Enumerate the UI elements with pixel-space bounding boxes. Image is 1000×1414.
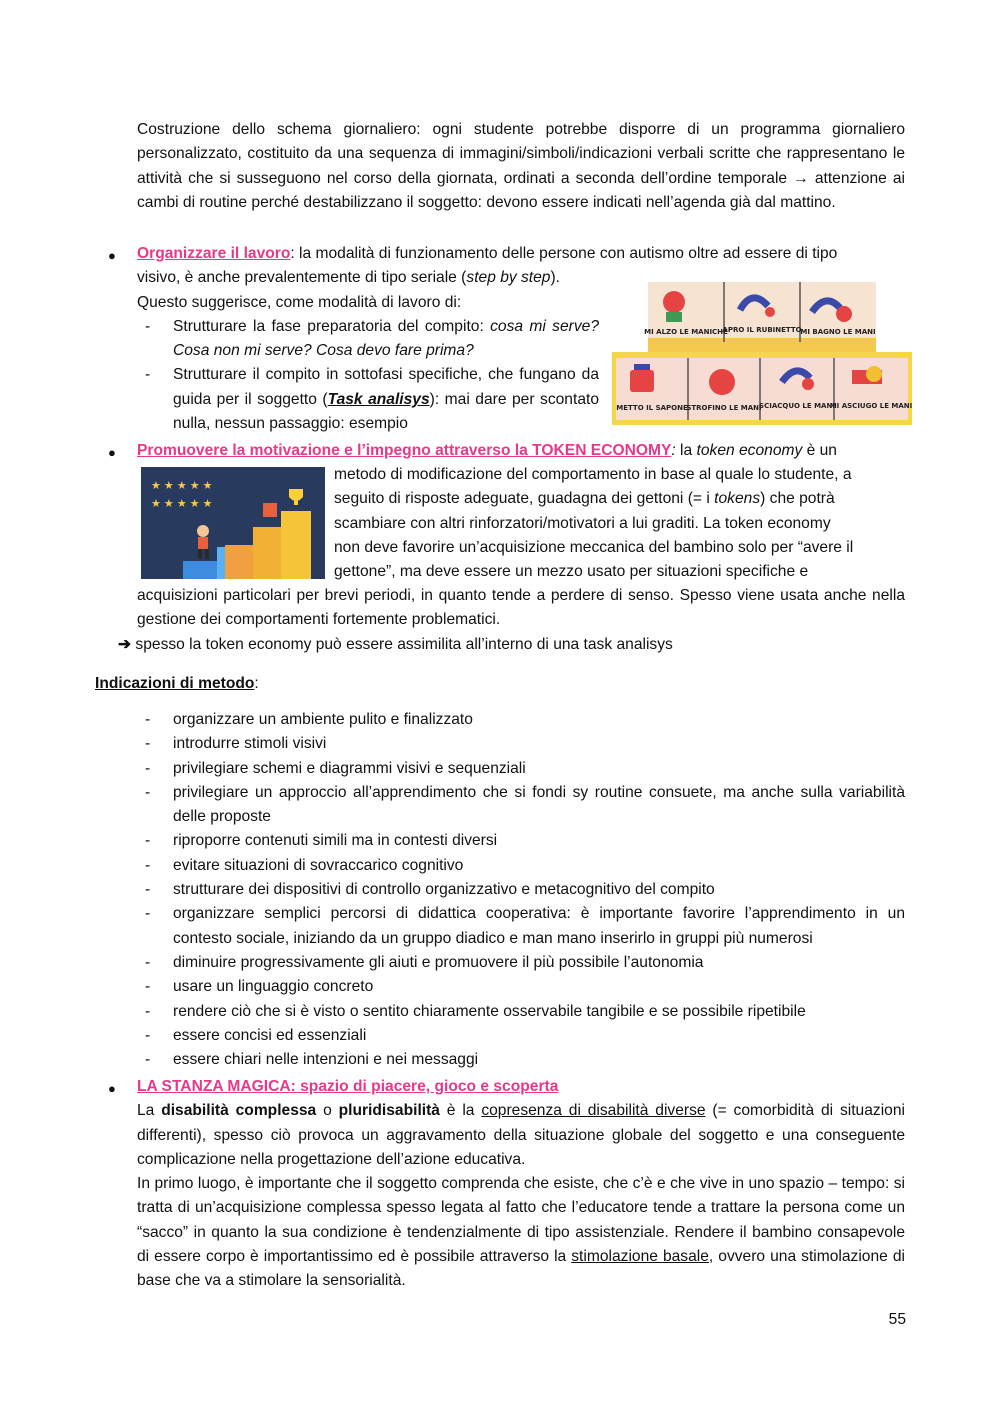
list-item: - diminuire progressivamente gli aiuti e promuovere il più possibile l’autonomia: [137, 951, 905, 975]
bullet-stanza-magica: [137, 1075, 905, 1294]
token-economy-heading-line: Promuovere la motivazione e l’impegno attraverso la TOKEN ECONOMY: la token economy è un: [137, 442, 837, 459]
list-item: - privilegiare un approccio all’apprendimento che si fondi sy routine consuete, ma anche sulla variabilità delle proposte: [137, 781, 905, 830]
handwashing-sequence-image: [612, 282, 912, 425]
section-title-stanza-magica: LA STANZA MAGICA: spazio di piacere, gioco e scoperta: [137, 1078, 559, 1095]
seq-label: METTO IL SAPONE: [616, 404, 688, 412]
list-item: - usare un linguaggio concreto: [137, 975, 905, 999]
list-item: - Strutturare la fase preparatoria del compito: cosa mi serve? Cosa non mi serve? Cosa devo fare prima?: [137, 315, 599, 364]
arrow-line: ➔ spesso la token economy può essere assimilita all’interno di una task analisys: [118, 636, 673, 653]
stanza-paragraph-1: La disabilità complessa o pluridisabilità è la copresenza di disabilità diverse (= comorbidità di situazioni differenti), spesso ciò provoca un aggravamento della situazione globale del soggetto e una conseguente complicazione nella progettazione dell’azione educativa.: [137, 1102, 905, 1168]
list-item: - organizzare semplici percorsi di didattica cooperativa: è importante favorire l’apprendimento in un contesto sociale, iniziando da un gruppo diadico e man mano inserirlo in gruppi più numerosi: [137, 902, 905, 951]
list-item: - riproporre contenuti simili ma in contesti diversi: [137, 829, 905, 853]
bullet-dot-icon: ●: [108, 248, 116, 263]
seq-label: MI ASCIUGO LE MANI: [829, 402, 912, 410]
seq-label: MI ALZO LE MANICHE: [644, 328, 728, 336]
method-list: [137, 708, 905, 1072]
list-item: - privilegiare schemi e diagrammi visivi e sequenziali: [137, 757, 905, 781]
section-title-token-economy: Promuovere la motivazione e l’impegno attraverso la TOKEN ECONOMY: [137, 442, 672, 459]
list-item: - rendere ciò che si è visto o sentito chiaramente osservabile tangibile e se possibile ripetibile: [137, 1000, 905, 1024]
list-item: - evitare situazioni di sovraccarico cognitivo: [137, 854, 905, 878]
seq-label: MI BAGNO LE MANI: [800, 328, 876, 336]
token-economy-paragraph-end: acquisizioni particolari per brevi periodi, in quanto tende a perdere di senso. Spesso viene usata anche nella gestione dei comportamenti fortemente problematici.: [137, 587, 905, 629]
stanza-paragraph-2: In primo luogo, è importante che il soggetto comprenda che esiste, che c’è e che vive in uno spazio – tempo: si tratta di un’acquisizione complessa spesso legata al fatto che l’educatore tende a trattare la persona come un “sacco” in quanto la sua condizione è tendenzialmente di tipo assistenziale. Rendere il bambino consapevole di essere corpo è importantissimo ed è possibile attraverso la stimolazione basale, ovvero una stimolazione di base che va a stimolare la sensorialità.: [137, 1175, 905, 1290]
svg-text:★ ★ ★ ★ ★: ★ ★ ★ ★ ★: [151, 480, 213, 492]
list-item: - strutturare dei dispositivi di controllo organizzativo e metacognitivo del compito: [137, 878, 905, 902]
list-item: - essere concisi ed essenziali: [137, 1024, 905, 1048]
bullet-dot-icon: ●: [108, 1081, 116, 1096]
list-item: - Strutturare il compito in sottofasi specifiche, che fungano da guida per il soggetto (Task analisys): mai dare per scontato nulla, nessun passaggio: esempio: [137, 363, 599, 436]
bold-right-arrow-icon: ➔: [118, 636, 132, 653]
seq-label: SCIACQUO LE MANI: [759, 402, 835, 410]
page-number: 55: [888, 1311, 906, 1328]
method-heading: Indicazioni di metodo:: [95, 675, 259, 692]
svg-text:★ ★ ★ ★ ★: ★ ★ ★ ★ ★: [151, 498, 213, 510]
list-item: - organizzare un ambiente pulito e finalizzato: [137, 708, 905, 732]
bullet-organizzare: Organizzare il lavoro: la modalità di funzionamento delle persone con autismo oltre ad essere di tipo visivo, è anche prevalentemente di tipo seriale (step by step). Questo suggerisce, come modalità di lavoro di: - Strutturare la fase preparatoria del compito: cosa mi serve? Cosa non mi serve? Cosa devo fare prima? - Strutturare il compito in sottofasi specifiche, che fungano da guida per il soggetto (Task analisys): mai dare per scontato nulla, nessun passaggio: esempio: [137, 242, 905, 436]
seq-label: APRO IL RUBINETTO: [722, 326, 802, 334]
token-economy-illustration: [141, 467, 325, 579]
section-title-organizzare: Organizzare il lavoro: [137, 245, 291, 262]
organizzare-list: [137, 315, 599, 436]
schedule-paragraph: Costruzione dello schema giornaliero: ogni studente potrebbe disporre di un programma giornaliero personalizzato, costituito da una sequenza di immagini/simboli/indicazioni verbali scritte che rappresentano le attività che si susseguono nel corso della giornata, ordinati a seconda dell’ordine temporale → attenzione ai cambi di routine perché destabilizzano il soggetto: devono essere indicati nell’agenda già dal mattino.: [137, 121, 905, 211]
list-item: - introdurre stimoli visivi: [137, 732, 905, 756]
right-arrow-icon: →: [793, 169, 809, 187]
token-economy-wrapped-text: metodo di modificazione del comportamento in base al quale lo studente, a seguito di risposte adeguate, guadagna dei gettoni (= i tokens) che potrà scambiare con altri rinforzatori/motivatori a lui graditi. La token economy non deve favorire un’acquisizione meccanica del bambino solo per “avere il gettone”, ma deve essere un mezzo usato per situazioni specifiche e: [334, 466, 854, 581]
seq-label: STROFINO LE MANI: [686, 404, 762, 412]
bullet-dot-icon: ●: [108, 445, 116, 460]
list-item: - essere chiari nelle intenzioni e nei messaggi: [137, 1048, 905, 1072]
